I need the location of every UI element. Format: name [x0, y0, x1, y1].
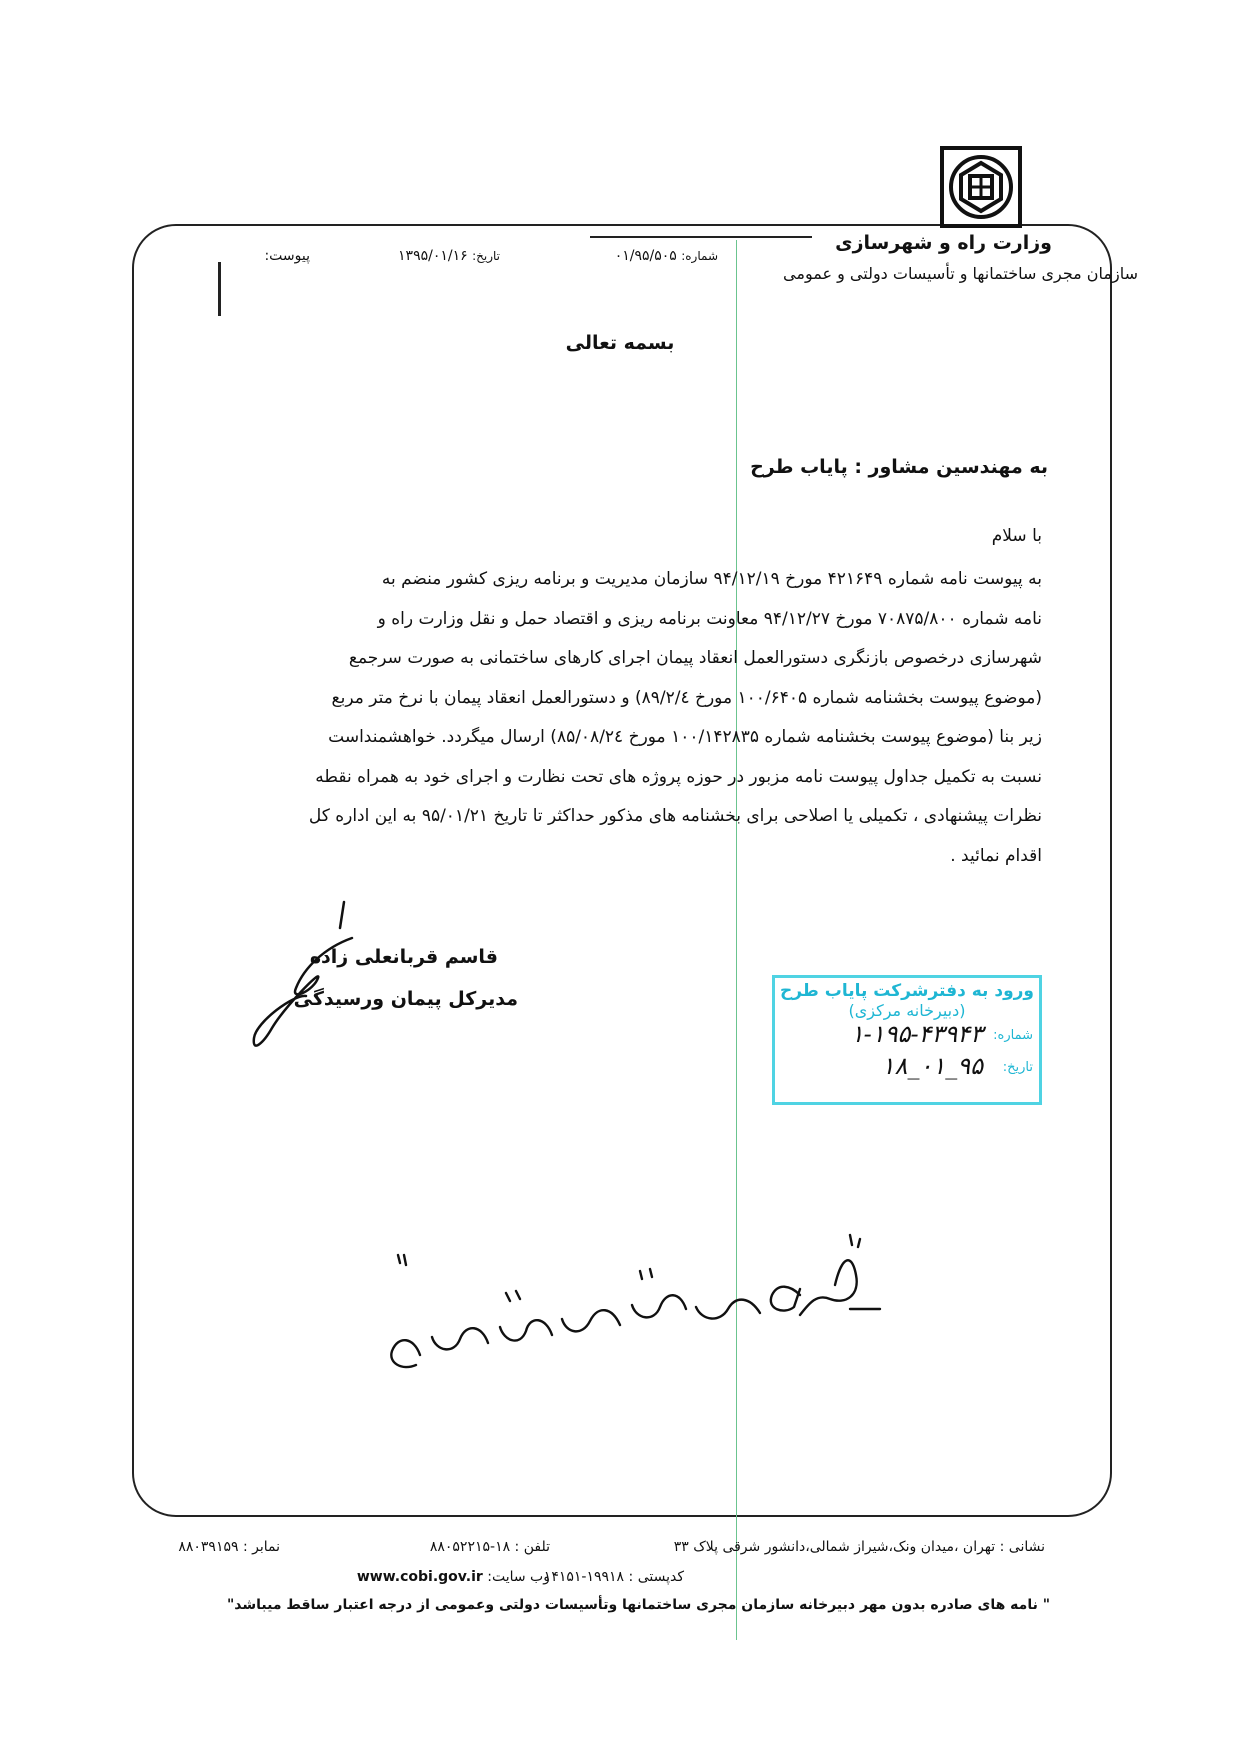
margin-mark	[218, 262, 221, 316]
stamp-date-value: ۹۵_۰۱_۱۸	[881, 1052, 983, 1080]
stamp-number-value: ۱-۱۹۵-۴۳۹۴۳	[850, 1020, 983, 1048]
receipt-stamp	[772, 975, 1042, 1105]
footer-warning: " نامه های صادره بدون مهر دبیرخانه سازمان مجری ساختمانها وتأسیسات دولتی وعمومی از درجه اعتبار ساقط میباشد"	[227, 1597, 1050, 1613]
stamp-date-row	[775, 1052, 1039, 1084]
header-rule	[590, 236, 812, 238]
scan-line	[736, 240, 737, 1640]
stamp-subtitle: (دبیرخانه مرکزی)	[848, 1001, 966, 1020]
footer-website-link[interactable]: www.cobi.gov.ir	[356, 1569, 483, 1585]
stamp-title: ورود به دفترشرکت پایاب طرح	[779, 981, 1034, 1001]
body-line: به پیوست نامه شماره ۴۲۱۶۴۹ مورخ ۹۴/۱۲/۱۹ سازمان مدیریت و برنامه ریزی کشور منضم به	[381, 569, 1042, 589]
organization-name: سازمان مجری ساختمانها و تأسیسات دولتی و عمومی	[783, 264, 1138, 283]
handwritten-note-icon	[380, 1225, 900, 1385]
signatory-name: قاسم قربانعلی زاده	[309, 946, 498, 968]
footer-address: نشانی : تهران ،میدان ونک،شیراز شمالی،دانشور شرقی پلاک ۳۳	[673, 1539, 1045, 1555]
body-line: نسبت به تکمیل جداول پیوست نامه مزبور در حوزه پروژه های تحت نظارت و اجرای خود به همراه نقطه	[315, 766, 1042, 787]
stamp-number-label: شماره:	[993, 1028, 1033, 1043]
body-line: زیر بنا (موضوع پیوست بخشنامه شماره ۱۰۰/۱۴۲۸۳۵ مورخ ۸۵/۰۸/۲٤) ارسال میگردد. خواهشمنداست	[328, 727, 1042, 747]
greeting-line: با سلام	[991, 526, 1042, 546]
footer-postal-code: کدپستی : ۱۹۹۱۸-۱۴۱۵۱	[543, 1569, 684, 1585]
body-line: نامه شماره ۷۰۸۷۵/۸۰۰ مورخ ۹۴/۱۲/۲۷ معاونت برنامه ریزی و اقتصاد حمل و نقل وزارت راه و	[377, 608, 1042, 629]
basmala-heading: بسمه تعالی	[565, 332, 675, 354]
signatory-title: مدیرکل پیمان ورسیدگی	[293, 988, 518, 1010]
recipient-line: به مهندسین مشاور : پایاب طرح	[750, 456, 1048, 478]
ministry-name: وزارت راه و شهرسازی	[835, 232, 1052, 254]
letter-date-value: ۱۳۹۵/۰۱/۱۶	[398, 248, 468, 264]
footer-phone: تلفن : ۱۸-۸۸۰۵۲۲۱۵	[429, 1539, 550, 1555]
body-line: اقدام نمائید .	[950, 845, 1042, 866]
letter-number-value: ۰۱/۹۵/۵۰۵	[614, 248, 677, 264]
body-line: (موضوع پیوست بخشنامه شماره ۱۰۰/۶۴۰۵ مورخ ۸۹/۲/٤) و دستورالعمل انعقاد پیمان با نرخ متر مربع	[331, 687, 1042, 708]
letter-date	[398, 248, 500, 264]
body-line: نظرات پیشنهادی ، تکمیلی یا اصلاحی برای بخشنامه های مذکور حداکثر تا تاریخ ۹۵/۰۱/۲۱ به این اداره کل	[308, 806, 1042, 826]
footer-website	[357, 1569, 550, 1585]
stamp-number-row	[775, 1020, 1039, 1052]
body-line: شهرسازی درخصوص بازنگری دستورالعمل انعقاد پیمان اجرای کارهای ساختمانی به صورت سرجمع	[348, 648, 1042, 668]
letter-number-label: شماره:	[681, 249, 718, 263]
footer-website-label: وب سایت:	[487, 1569, 550, 1585]
attachment-label: پیوست:	[264, 248, 310, 264]
letter-date-label: تاریخ:	[472, 249, 500, 263]
letter-body	[208, 560, 1042, 876]
letter-number	[615, 248, 718, 264]
stamp-date-label: تاریخ:	[1002, 1060, 1033, 1075]
signature-icon	[244, 898, 364, 1058]
footer-fax: نمابر : ۸۸۰۳۹۱۵۹	[178, 1539, 280, 1555]
ministry-logo-icon	[940, 146, 1022, 228]
